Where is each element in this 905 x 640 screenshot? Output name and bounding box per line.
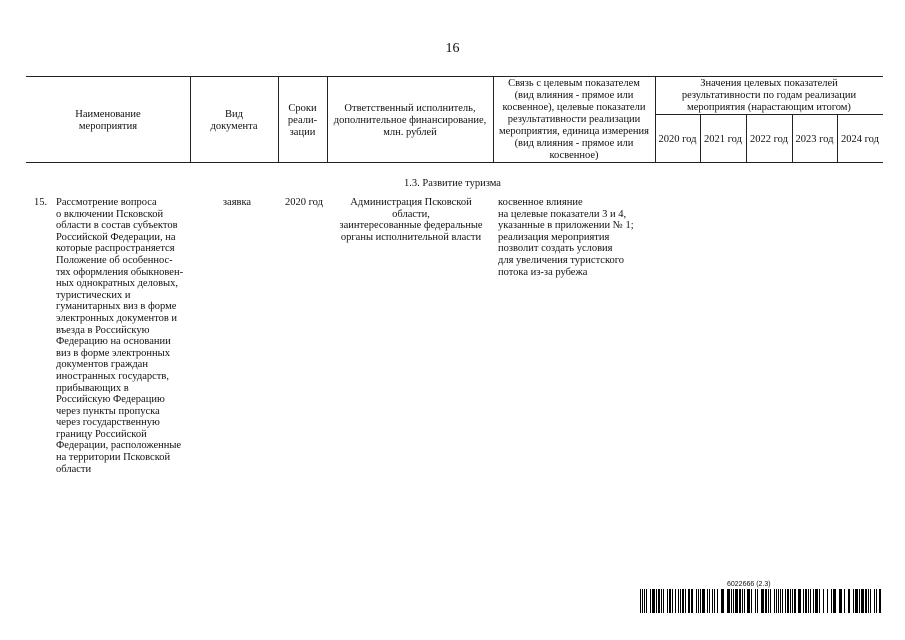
barcode-bar	[656, 589, 657, 613]
header-responsible: Ответственный исполнитель, дополнительное финансирование, млн. рублей	[333, 103, 487, 138]
barcode-bar	[669, 589, 671, 613]
years-divider	[655, 114, 883, 115]
barcode-bar	[827, 589, 828, 613]
barcode-bar	[702, 589, 705, 613]
barcode-bar	[717, 589, 718, 613]
header-values-title: Значения целевых показателей результативности по годам реализации мероприятия (нарастающим итогом)	[681, 78, 857, 113]
barcode-bar	[709, 589, 710, 613]
barcode-bar	[876, 589, 877, 613]
barcode-bar	[780, 589, 781, 613]
barcode-bar	[667, 589, 668, 613]
barcode-bar	[680, 589, 681, 613]
barcode-bar	[685, 589, 686, 613]
header-term: Сроки реали- зации	[287, 103, 318, 138]
barcode-bar	[727, 589, 730, 613]
barcode-bar	[848, 589, 850, 613]
table-header-bottom-border	[26, 162, 883, 163]
barcode-bar	[691, 589, 693, 613]
year-2023: 2023 год	[795, 134, 834, 145]
barcode-label: 6022666 (2.3)	[727, 581, 771, 588]
barcode-bar	[765, 589, 767, 613]
header-doc-type: Вид документа	[210, 109, 258, 132]
barcode-bar	[790, 589, 791, 613]
term: 2020 год	[285, 197, 323, 208]
barcode-bar	[813, 589, 814, 613]
barcode-bar	[761, 589, 764, 613]
barcode-bar	[739, 589, 741, 613]
doc-type: заявка	[222, 197, 252, 208]
barcode-bar	[650, 589, 651, 613]
barcode-bar	[776, 589, 777, 613]
barcode-bar	[661, 589, 662, 613]
barcode-bar	[798, 589, 801, 613]
target-link: косвенное влияние на целевые показатели 3 и 4, указанные в приложении № 1; реализация мероприятия позволит создать условия для увеличения туристского потока из-за рубежа	[498, 197, 634, 278]
year-2022: 2022 год	[750, 134, 788, 145]
barcode-bar	[808, 589, 809, 613]
barcode-bar	[794, 589, 796, 613]
barcode-bar	[855, 589, 858, 613]
barcode-bar	[714, 589, 715, 613]
barcode-bar	[688, 589, 690, 613]
barcode-bar	[785, 589, 786, 613]
barcode-bar	[803, 589, 804, 613]
barcode-bar	[640, 589, 641, 613]
year-2021: 2021 год	[704, 134, 742, 145]
barcode-bar	[831, 589, 832, 613]
barcode-bar	[731, 589, 732, 613]
barcode-bar	[755, 589, 756, 613]
barcode-bar	[787, 589, 789, 613]
barcode-bar	[861, 589, 864, 613]
responsible: Администрация Псковской области, заинтересованные федеральные органы исполнительной власти	[339, 197, 483, 243]
barcode-bar	[859, 589, 860, 613]
barcode-bar	[844, 589, 845, 613]
barcode-bar	[874, 589, 875, 613]
barcode-bar	[770, 589, 771, 613]
activity-name: Рассмотрение вопроса о включении Псковской области в состав субъектов Российской Федерации, на которые распространяется Положение об особеннос- тях оформления обыкновен- ных однократных деловых, туристических и гуманитарных виз в форме электронных документов и въезда в Российскую Федерацию на основании виз в форме электронных документов граждан иностранных государств, прибывающих в Российскую Федерацию через пункты пропуска через государственную границу Российской Федерации, расположенные на территории Псковской области	[56, 197, 184, 475]
barcode-bar	[721, 589, 724, 613]
barcode-bar	[735, 589, 738, 613]
barcode-bar	[642, 589, 643, 613]
year-2024: 2024 год	[841, 134, 879, 145]
table-top-border	[26, 76, 883, 77]
header-name: Наименование мероприятия	[75, 109, 141, 132]
barcode-bar	[652, 589, 655, 613]
barcode-bar	[879, 589, 881, 613]
barcode-bar	[792, 589, 793, 613]
barcode-bar	[853, 589, 854, 613]
barcode-bar	[757, 589, 758, 613]
row-number: 15.	[34, 197, 48, 208]
barcode-bar	[658, 589, 660, 613]
barcode-bar	[747, 589, 750, 613]
barcode-bar	[744, 589, 745, 613]
barcode-bar	[696, 589, 697, 613]
barcode-bar	[700, 589, 701, 613]
barcode-bar	[865, 589, 867, 613]
barcode-bar	[819, 589, 820, 613]
barcode-bar	[823, 589, 824, 613]
barcode-bar	[839, 589, 842, 613]
barcode-bar	[778, 589, 779, 613]
barcode-bar	[751, 589, 752, 613]
barcode-bar	[707, 589, 708, 613]
barcode-bar	[663, 589, 664, 613]
barcode-bar	[774, 589, 775, 613]
page-number: 16	[445, 41, 460, 56]
barcode-bar	[805, 589, 807, 613]
barcode-bar	[810, 589, 811, 613]
barcode-bar	[742, 589, 743, 613]
barcode-bar	[868, 589, 869, 613]
year-2020: 2020 год	[658, 134, 697, 145]
barcode-bar	[698, 589, 699, 613]
barcode-bar	[870, 589, 871, 613]
barcode-bar	[815, 589, 818, 613]
section-title: 1.3. Развитие туризма	[404, 178, 501, 189]
barcode-bar	[682, 589, 684, 613]
barcode-bar	[782, 589, 783, 613]
barcode-bar	[678, 589, 679, 613]
barcode-bar	[768, 589, 769, 613]
barcode-bar	[672, 589, 673, 613]
barcode	[640, 589, 884, 613]
barcode-bar	[833, 589, 836, 613]
barcode-bar	[733, 589, 734, 613]
barcode-bar	[675, 589, 676, 613]
barcode-bar	[712, 589, 713, 613]
header-link: Связь с целевым показателем (вид влияния - прямое или косвенное), целевые показатели результативности реализации мероприятия, единица измерения (вид влияния - прямое или косвенное)	[499, 78, 649, 161]
barcode-bar	[644, 589, 645, 613]
barcode-bar	[646, 589, 647, 613]
